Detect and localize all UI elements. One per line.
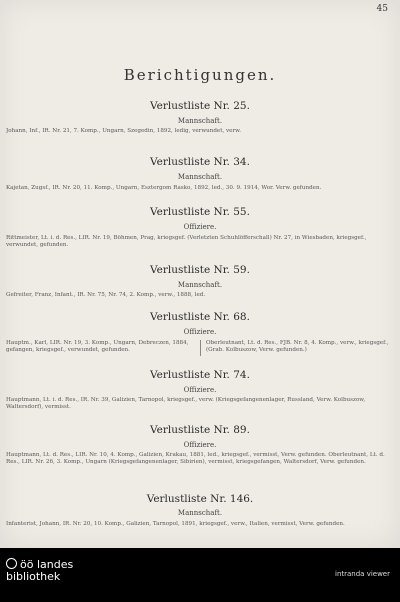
logo-text-line1: öö landes: [20, 558, 74, 571]
entry-text: Rittmeister, Lt. i. d. Res., LIR. Nr. 19, Böhmen, Prag, kriegsgef. (Verletzten Schuhlöfferschall) Nr. 27, in Wiesbaden, kriegsgef., verwundet, gefunden.: [6, 235, 367, 249]
viewer-label[interactable]: intranda viewer: [335, 570, 390, 578]
entry-text: Hauptmann, Lt. i. d. Res., IR. Nr. 39, Galizien, Tarnopol, kriegsgef., verw. (Kriegsgefangenenlager, Russland, Verw. Kolbuszow, Waltersdorf), vermisst.: [6, 397, 366, 411]
viewer-footer-bar: [0, 548, 400, 602]
section-subtitle: Offiziere.: [183, 328, 217, 336]
logo-text-line2: bibliothek: [6, 570, 61, 583]
section-title: Verlustliste Nr. 68.: [150, 311, 250, 323]
section-title: Verlustliste Nr. 89.: [150, 424, 250, 436]
section-title: Verlustliste Nr. 59.: [150, 264, 250, 276]
library-logo[interactable]: [6, 558, 73, 583]
section-subtitle: Mannschaft.: [177, 117, 223, 125]
section-title: Verlustliste Nr. 55.: [150, 206, 250, 218]
page-number: 45: [376, 4, 388, 14]
entry-text-left: Hauptm., Karl, LIR. Nr. 19, 3. Komp., Ungarn, Debreczen, 1884, gefangen, kriegsgef., verwundet, gefunden.: [6, 340, 189, 354]
section-subtitle: Mannschaft.: [177, 509, 223, 517]
section-subtitle: Offiziere.: [183, 223, 217, 231]
entry-text: Johann, Inf., IR. Nr. 21, 7. Komp., Ungarn, Szegedin, 1892, ledig, verwundet, verw.: [6, 128, 242, 134]
column-divider: [200, 340, 201, 356]
entry-text-right: Oberleutnant, Lt. d. Res., FJB. Nr. 8, 4. Komp., verw., kriegsgef., (Grab. Kolbuszow, Verw. gefunden.): [206, 340, 389, 354]
section-subtitle: Mannschaft.: [177, 281, 223, 289]
section-title: Verlustliste Nr. 74.: [150, 369, 250, 381]
section-subtitle: Offiziere.: [183, 386, 217, 394]
section-title: Verlustliste Nr. 34.: [150, 156, 250, 168]
entry-text: Hauptmann, Lt. d. Res., LIR. Nr. 10, 4. Komp., Galizien, Krakau, 1881, led., kriegsgef., vermisst, Verw. gefunden. Oberleutnant, Lt. d. Res., LIR. Nr. 26, 3. Komp., Ungarn (Kriegsgefangenenlager, Sibirien), vermisst, kriegsgefangen, Waltersdorf, Verw. gefunden.: [6, 452, 385, 466]
section-title: Verlustliste Nr. 146.: [146, 493, 254, 505]
section-subtitle: Offiziere.: [183, 441, 217, 449]
page-heading: Berichtigungen.: [123, 66, 277, 84]
entry-text: Infanterist, Johann, IR. Nr. 20, 10. Komp., Galizien, Tarnopol, 1891, kriegsgef., verw., Italien, vermisst, Verw. gefunden.: [6, 521, 345, 527]
section-subtitle: Mannschaft.: [177, 173, 223, 181]
logo-ring-icon: [6, 558, 17, 569]
section-title: Verlustliste Nr. 25.: [150, 100, 250, 112]
entry-text: Gefreiter, Franz, Infant., IR. Nr. 75, Nr. 74, 2. Komp., verw., 1888, led.: [6, 292, 206, 298]
entry-text: Kajetan, Zugsf., IR. Nr. 20, 11. Komp., Ungarn, Esztergom Rasko, 1892, led., 30. 9. 1914, Wor. Verw. gefunden.: [6, 185, 322, 191]
